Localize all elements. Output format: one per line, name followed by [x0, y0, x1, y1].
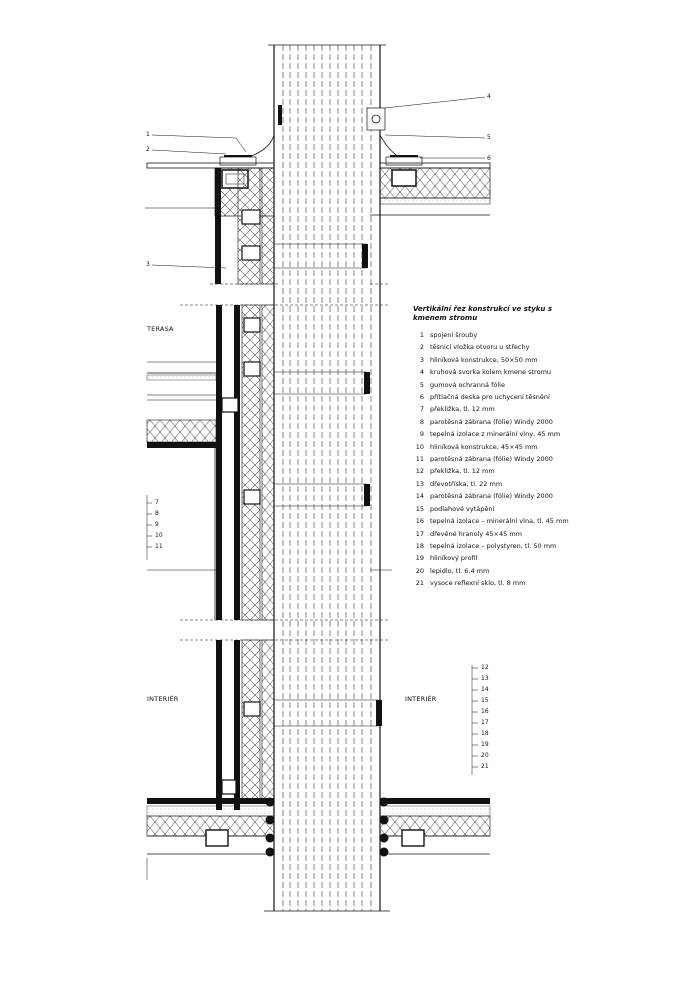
legend-item-text: parotěsná zábrana (fólie) Windy 2000 — [430, 455, 553, 464]
legend-item — [413, 416, 653, 428]
callout-11: 11 — [155, 543, 163, 550]
legend-item-text: dřevotříska, tl. 22 mm — [430, 479, 503, 488]
legend-item — [413, 379, 653, 391]
legend-item-number: 19 — [415, 554, 424, 563]
callout-9: 9 — [155, 521, 159, 528]
callout-20: 20 — [481, 752, 489, 759]
legend-item-number: 8 — [419, 417, 424, 426]
legend-item — [413, 391, 653, 403]
legend-item-number: 20 — [415, 566, 424, 575]
legend-item-number: 11 — [415, 455, 424, 464]
legend-item-text: těsnicí vložka otvoru u střechy — [430, 343, 530, 352]
legend-item — [413, 441, 653, 453]
legend-item-number: 4 — [419, 368, 424, 377]
legend-item-number: 5 — [419, 380, 424, 389]
legend-item-text: spojení šrouby — [430, 331, 478, 339]
legend-item — [413, 503, 653, 515]
legend-item-number: 1 — [419, 331, 424, 339]
callout-18: 18 — [481, 730, 489, 737]
legend-item-number: 15 — [415, 504, 424, 513]
legend-item — [413, 565, 653, 577]
legend-item — [413, 577, 653, 589]
legend-item — [413, 329, 653, 341]
legend-item-text: dřevěné hranoly 45×45 mm — [430, 529, 522, 538]
callout-14: 14 — [481, 686, 489, 693]
legend-item-text: přítlačná deska pro uchycení těsnění — [430, 393, 550, 402]
legend-item-text: tepelná izolace – polystyren, tl. 50 mm — [430, 541, 557, 550]
legend-item — [413, 341, 653, 353]
legend-item-text: parotěsná zábrana (fólie) Windy 2000 — [430, 492, 553, 501]
legend-item — [413, 354, 653, 366]
legend-item-number: 13 — [415, 479, 424, 488]
legend-item-number: 6 — [419, 393, 424, 402]
legend-item-text: tepelná izolace – minerální vlna, tl. 45 mm — [430, 517, 569, 526]
legend-item-number: 21 — [415, 579, 424, 588]
callout-5: 5 — [487, 134, 491, 141]
legend-item — [413, 453, 653, 465]
callout-10: 10 — [155, 532, 163, 539]
legend-item — [413, 490, 653, 502]
legend-item-text: hliníkový profil — [430, 554, 478, 563]
callout-16: 16 — [481, 708, 489, 715]
legend-item-number: 10 — [415, 442, 424, 451]
legend-item-text: gumová ochranná fólie — [430, 380, 505, 389]
legend-item-text: parotěsná zábrana (fólie) Windy 2000 — [430, 417, 553, 426]
callout-8: 8 — [155, 510, 159, 517]
legend-item-number: 17 — [415, 529, 424, 538]
legend-item-text: vysoce reflexní sklo, tl. 8 mm — [430, 579, 526, 588]
callout-13: 13 — [481, 675, 489, 682]
callout-1: 1 — [146, 131, 150, 138]
legend-item-text: hliníková konstrukce, 50×50 mm — [430, 355, 538, 364]
legend-item — [413, 540, 653, 552]
callout-19: 19 — [481, 741, 489, 748]
zone-interior-right: INTERIÉR — [405, 695, 437, 703]
callout-7: 7 — [155, 499, 159, 506]
callout-3: 3 — [146, 261, 150, 268]
callout-6: 6 — [487, 155, 491, 162]
legend-item — [413, 515, 653, 527]
legend-item-text: tepelná izolace z minerální vlny, 45 mm — [430, 430, 561, 439]
tree-trunk — [264, 45, 390, 911]
legend-item — [413, 552, 653, 564]
legend-item-text: lepidlo, tl. 6,4 mm — [430, 566, 490, 575]
legend-item-text: podlahové vytápění — [430, 504, 495, 513]
zone-interior-left: INTERIÉR — [147, 695, 179, 703]
callout-2: 2 — [146, 146, 150, 153]
legend-item-number: 12 — [415, 467, 424, 476]
zone-terasa: TERASA — [147, 325, 174, 333]
legend-item-text: překližka, tl. 12 mm — [430, 405, 495, 414]
legend-item-number: 9 — [419, 430, 424, 439]
legend-item-number: 16 — [415, 517, 424, 526]
callout-21: 21 — [481, 763, 489, 770]
legend-item — [413, 465, 653, 477]
callout-17: 17 — [481, 719, 489, 726]
legend — [413, 305, 653, 590]
legend-item-number: 14 — [415, 492, 424, 501]
callout-4: 4 — [487, 93, 491, 100]
legend-item — [413, 528, 653, 540]
callout-12: 12 — [481, 664, 489, 671]
legend-item-text: kruhová svorka kolem kmene stromu — [430, 368, 552, 377]
legend-item-number: 2 — [419, 343, 424, 352]
legend-item-number: 3 — [419, 355, 424, 364]
legend-item — [413, 366, 653, 378]
legend-title: Vertikální řez konstrukcí ve styku s kmenem stromu — [413, 305, 553, 322]
legend-list — [413, 329, 653, 590]
legend-item — [413, 478, 653, 490]
legend-item-number: 7 — [419, 405, 424, 414]
legend-item — [413, 428, 653, 440]
legend-item — [413, 403, 653, 415]
legend-item-number: 18 — [415, 541, 424, 550]
legend-item-text: překližka, tl. 12 mm — [430, 467, 495, 476]
callout-15: 15 — [481, 697, 489, 704]
legend-item-text: hliníková konstrukce, 45×45 mm — [430, 442, 538, 451]
